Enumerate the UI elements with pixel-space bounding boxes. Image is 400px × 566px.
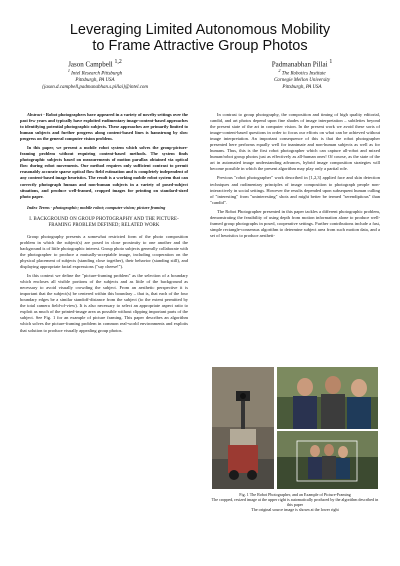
abstract-paragraph-1	[20, 112, 188, 142]
cropped-group-photo	[277, 367, 378, 429]
caption-line-3: The original source image is shown at the lower right	[251, 507, 339, 512]
author-2-affil-3: Pittsburgh, PA USA	[282, 84, 322, 90]
paper-title	[0, 22, 400, 54]
cropped-group-photo-graphic	[277, 367, 378, 429]
original-source-photo-graphic	[277, 431, 378, 489]
left-column	[20, 112, 188, 337]
author-2-affil-line	[222, 68, 382, 78]
abstract-label: Abstract	[27, 112, 43, 117]
caption-line-2: The cropped, resized image at the upper right is automatically produced by the algorithm described in this paper	[211, 497, 379, 507]
body-paragraph: In this context we define the "picture-framing problem" as the selection of a boundary which encloses all visible portions of the subjects and as little of the background as necessary to avoid visually crowding the subject. From an aesthetic perspective it is important that the subject(s) be centered within this boundary – that is, that each of the four boundary edges be a similar standoff-distance from the subject (to the extent permitted by the total camera field-of-view). It is also necessary to select an appropriate aspect ratio to exploit as much of the printed-image area as possible without clipping important parts of the subject. See Fig. 1 for an example of picture framing. This paper describes an algorithm which solves the picture-framing problem in common real-world environments and exploits that solution to produce visually appealing group photos.	[20, 273, 188, 333]
section-heading: I. BACKGROUND ON GROUP PHOTOGRAPHY AND THE PICTURE-FRAMING PROBLEM DEFINED; RELATED WORK	[29, 216, 179, 228]
author-1	[20, 58, 170, 91]
figure-caption	[210, 492, 380, 512]
author-2	[222, 58, 382, 91]
title-line-2: to Frame Attractive Group Photos	[92, 38, 308, 54]
author-2-affil-sup: 1	[329, 59, 333, 65]
body-paragraph: Previous "robot photographer" work described in [1,2,3] applied face and skin detection techniques and rudimentary principles of image composition to photograph people non-interactively in social settings. However the results depended upon subsequent human culling of "interesting" from "uninteresting" shots and might better be termed "serendipitous" than "candid".	[210, 175, 380, 205]
body-paragraph: The Robot Photographer presented in this paper tackles a different photographic problem, demonstrating the feasibility of using depth from motion information alone to produce well-framed group photographs in posed, cooperative settings. Further contributions include a fast, simple rectangle-consensus algorithm to determine subject area from such motion data, and a set of heuristics to produce aestheti-	[210, 208, 380, 238]
index-terms: Index Terms - photographic; mobile robot; computer vision; picture framing	[27, 204, 166, 210]
author-1-name: Jason Campbell	[68, 60, 113, 69]
body-paragraph: In contrast to group photography, the composition and timing of high quality editorial, candid, and art photos depend upon fine shades of image interpretation – subtleties beyond the present state of the art in computer vision. In the present work we avoid these sorts of image-content-based questions in order to focus our efforts on what can be achieved without image interpretation. An important consequence of this is that the robot photographer presented here performs equally well for inanimate and non-human subjects as well as for humans. Thus, this is the first robot photographer which can capture all-robot and mixed human/robot group photos just as effectively as all-human ones! Of course, as the state of the art in automated image understanding advances, hybrid image composition strategies will become possible in which the present algorithm may play only a partial role.	[210, 112, 380, 172]
abstract-text-1: - Robot photographers have appeared in a variety of novelty settings over the past few years and typically have exploited rudimentary image-content-based approaches to identifying potential photographic subjects. These approaches are primarily limited to human subjects and further progress along content-based lines is hamstrung by slow progress on the general computer vision problem.	[20, 112, 188, 142]
author-1-email: {jason.d.campbell,padmanabhan.s.pillai}@intel.com	[41, 84, 149, 90]
author-2-affil-line1-sup: 2	[278, 68, 281, 74]
author-1-affil-1: Intel Research Pittsburgh	[71, 71, 123, 77]
author-1-affil-sup: 1,2	[114, 59, 122, 65]
abstract-paragraph-2: In this paper, we present a mobile robot system which solves the group-picture-framing problem without requiring content-based methods. The system finds photographic subjects based on measurements of motion parallax obtained via optical flow during robot movements. Our method requires only sufficient contrast to permit reasonably accurate sparse optical flow field estimation and is completely independent of any content-based image heuristics. The result is a working mobile robot system that can correctly photograph human and non-human subjects in a variety of posed-subject situations, and produce well-framed, cropped images for printing on standard-sized photo paper.	[20, 145, 188, 199]
author-1-affil-2: Pittsburgh, PA USA	[75, 78, 115, 84]
author-1-affil-line	[20, 68, 170, 78]
abstract	[20, 112, 188, 200]
author-2-affil-1: The Robotics Institute	[281, 71, 326, 77]
robot-photo-graphic	[212, 367, 274, 489]
figure-1	[210, 367, 380, 512]
caption-line-1: Fig. 1 The Robot Photographer, and an Example of Picture-Framing	[239, 492, 351, 497]
body-paragraph: Group photography presents a somewhat restricted form of the photo composition problem in which the subject(s) are posed in close proximity to one another and the background is of little photographic interest. Group photo subjects generally collaborate with the photographer to produce a mutually-acceptable image, including cooperation on the physical placement of subjects (standing close together), their behavior (standing still), and displaying appropriate facial expressions ("say cheese!").	[20, 233, 188, 270]
robot-photo	[212, 367, 274, 489]
title-line-1: Leveraging Limited Autonomous Mobility	[69, 22, 331, 38]
author-1-affil-line1-sup: 1	[67, 68, 70, 74]
figure-photo-grid	[210, 367, 378, 489]
author-2-affil-2: Carnegie Mellon University	[273, 78, 331, 84]
right-column	[210, 112, 380, 242]
author-2-name: Padmanabhan Pillai	[271, 60, 328, 69]
original-source-photo	[277, 431, 378, 489]
author-1-name-line	[20, 58, 170, 68]
author-2-name-line	[222, 58, 382, 68]
